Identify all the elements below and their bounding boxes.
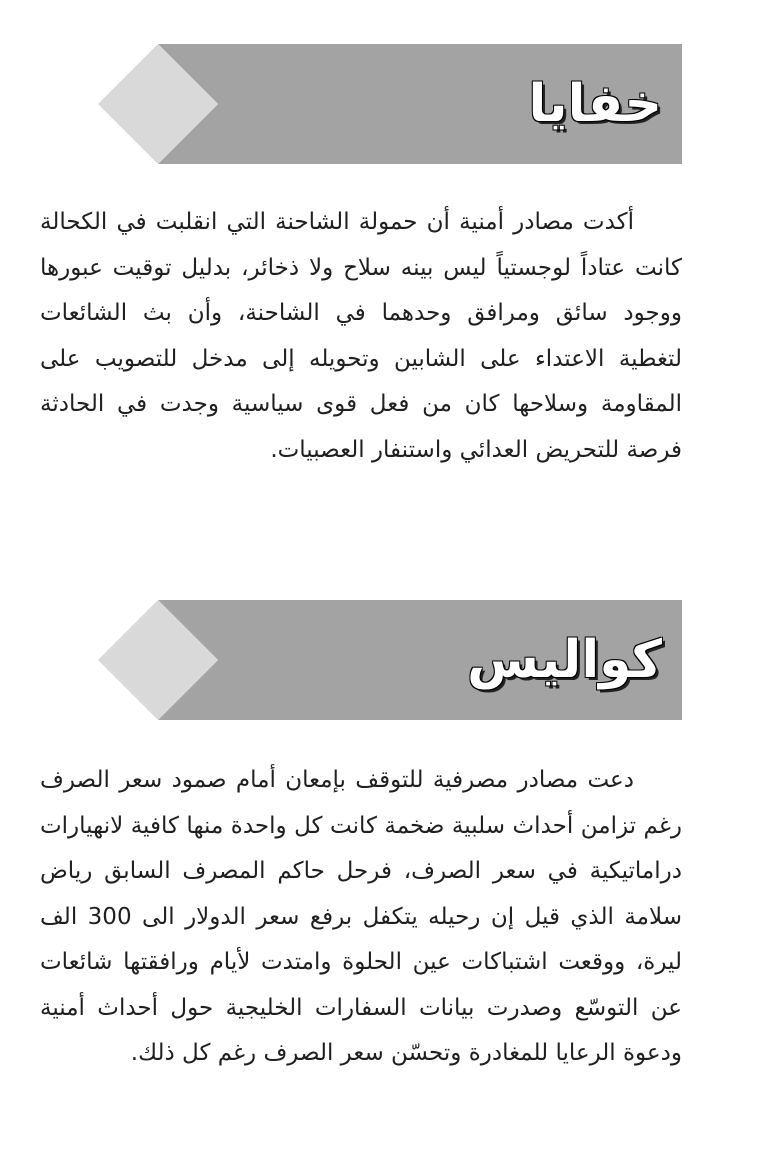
article-text: أكدت مصادر أمنية أن حمولة الشاحنة التي انقلبت في الكحالة كانت عتاداً لوجستياً ليس بينه سلاح ولا ذخائر، بدليل توقيت عبورها ووجود سائق ومرافق وحدهما في الشاحنة، وأن بث الشائعات لتغطية الاعتداء على الشابين وتحويله إلى مدخل للتصويب على المقاومة وسلاحها كان من فعل قوى سياسية وجدت في الحادثة فرصة للتحريض العدائي واستنفار العصبيات. [40, 209, 682, 463]
section-banner [98, 44, 682, 164]
article-text: دعت مصادر مصرفية للتوقف بإمعان أمام صمود سعر الصرف رغم تزامن أحداث سلبية ضخمة كانت كل واحدة منها كافية لانهيارات دراماتيكية في سعر الصرف، فرحل حاكم المصرف السابق رياض سلامة الذي قيل إن رحيله يتكفل برفع سعر الدولار الى 300 الف ليرة، ووقعت اشتباكات عين الحلوة وامتدت لأيام ورافقتها شائعات عن التوسّع وصدرت بيانات السفارات الخليجية حول أحداث أمنية ودعوة الرعايا للمغادرة وتحسّن سعر الصرف رغم كل ذلك. [40, 767, 682, 1066]
section-title: خفايا [528, 74, 662, 134]
section-banner [98, 600, 682, 720]
article-body [40, 758, 682, 1077]
section-title: كواليس [467, 630, 662, 690]
article-body [40, 200, 682, 473]
